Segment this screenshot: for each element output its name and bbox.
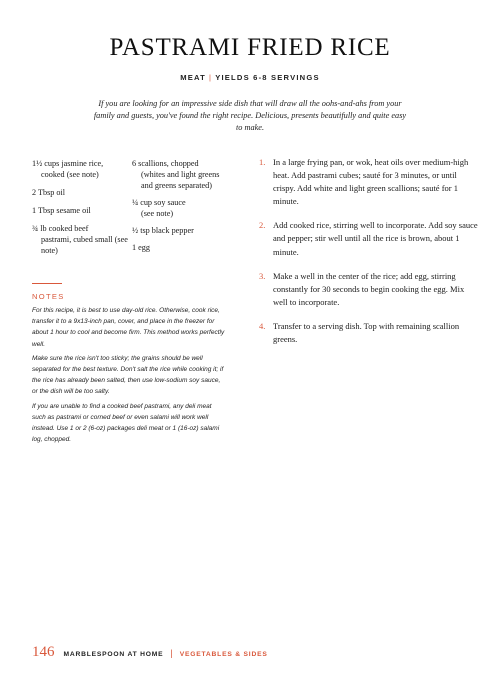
direction-step: [259, 320, 479, 346]
recipe-title: PASTRAMI FRIED RICE: [109, 34, 391, 61]
step-number: 4.: [259, 320, 266, 331]
step-number: 3.: [259, 270, 266, 281]
ingredient-item: [32, 223, 128, 256]
ingredient-sub: cooked (see note): [41, 170, 99, 179]
recipe-category: MEAT: [180, 73, 207, 82]
ingredient-sub: (see note): [141, 209, 174, 218]
step-number: 2.: [259, 220, 266, 231]
book-title: MARBLESPOON AT HOME: [63, 651, 164, 658]
ingredient-item: [32, 158, 128, 180]
ingredient-sub: pastrami, cubed small (see note): [41, 235, 128, 255]
ingredients-column-2: [132, 158, 232, 259]
ingredient-sub: (whites and light greens and greens separated): [141, 170, 220, 190]
subtitle-separator: |: [209, 73, 213, 82]
footer-separator: |: [170, 648, 173, 658]
ingredient-main: 1 egg: [132, 243, 150, 252]
notes-heading: NOTES: [32, 292, 65, 301]
ingredient-main: 6 scallions, chopped: [132, 159, 199, 168]
note-paragraph: Make sure the rice isn't too sticky; the grains should be well separated for the best texture. Don't salt the rice while cooking it; if the rice has already been salted, then use low-sodium soy sauce, or the dish will be too salty.: [32, 354, 224, 396]
step-text: In a large frying pan, or wok, heat oils over medium-high heat. Add pastrami cubes; sauté for 3 minutes, or until crispy. Add white and light green scallions; sauté for 1 minute.: [273, 157, 469, 207]
recipe-subtitle: [0, 73, 500, 82]
ingredient-item: [132, 225, 232, 236]
step-text: Add cooked rice, stirring well to incorporate. Add soy sauce and pepper; stir well until all the rice is brown, about 1 minute.: [273, 220, 478, 257]
directions-list: [259, 156, 479, 357]
step-text: Transfer to a serving dish. Top with remaining scallion greens.: [273, 320, 460, 345]
notes-divider: [32, 283, 62, 284]
ingredient-main: ¾ lb cooked beef: [32, 224, 89, 233]
ingredient-item: [32, 187, 128, 198]
ingredients-column-1: [32, 158, 128, 263]
ingredient-main: 1½ cups jasmine rice,: [32, 159, 104, 168]
step-text: Make a well in the center of the rice; add egg, stirring constantly for 30 seconds to begin cooking the egg. Mix well to incorporate.: [273, 270, 465, 307]
ingredient-main: ½ tsp black pepper: [132, 226, 194, 235]
note-paragraph: For this recipe, it is best to use day-old rice. Otherwise, cook rice, transfer it to a 9x13-inch pan, cover, and place in the freezer for about 1 hour to cool and become firm. This method works perfectly well.: [32, 307, 225, 348]
ingredient-item: [32, 205, 128, 216]
section-name: VEGETABLES & SIDES: [179, 651, 268, 658]
note-paragraph: If you are unable to find a cooked beef pastrami, any deli meat such as pastrami or corned beef or even salami will work well instead. Use 1 or 2 (6-oz) packages deli meat or 1 (16-oz) salami log, chopped.: [32, 402, 220, 444]
recipe-intro: If you are looking for an impressive side dish that will draw all the oohs-and-ahs from your family and guests, you've found the right recipe. Delicious, presents beautifully and quite easy to make.: [93, 99, 407, 133]
direction-step: [259, 270, 479, 309]
step-number: 1.: [259, 157, 266, 167]
recipe-yield: YIELDS 6-8 SERVINGS: [215, 73, 320, 82]
direction-step: [259, 219, 479, 258]
ingredient-main: ¼ cup soy sauce: [132, 198, 186, 207]
page-number: 146: [32, 644, 55, 660]
notes-section: [32, 305, 227, 448]
ingredient-item: [132, 197, 232, 219]
ingredient-item: [132, 242, 232, 253]
ingredient-main: 1 Tbsp sesame oil: [32, 206, 91, 215]
ingredient-item: [132, 158, 232, 191]
page-footer: [32, 644, 268, 661]
ingredient-main: 2 Tbsp oil: [32, 188, 66, 197]
direction-step: [259, 156, 479, 208]
